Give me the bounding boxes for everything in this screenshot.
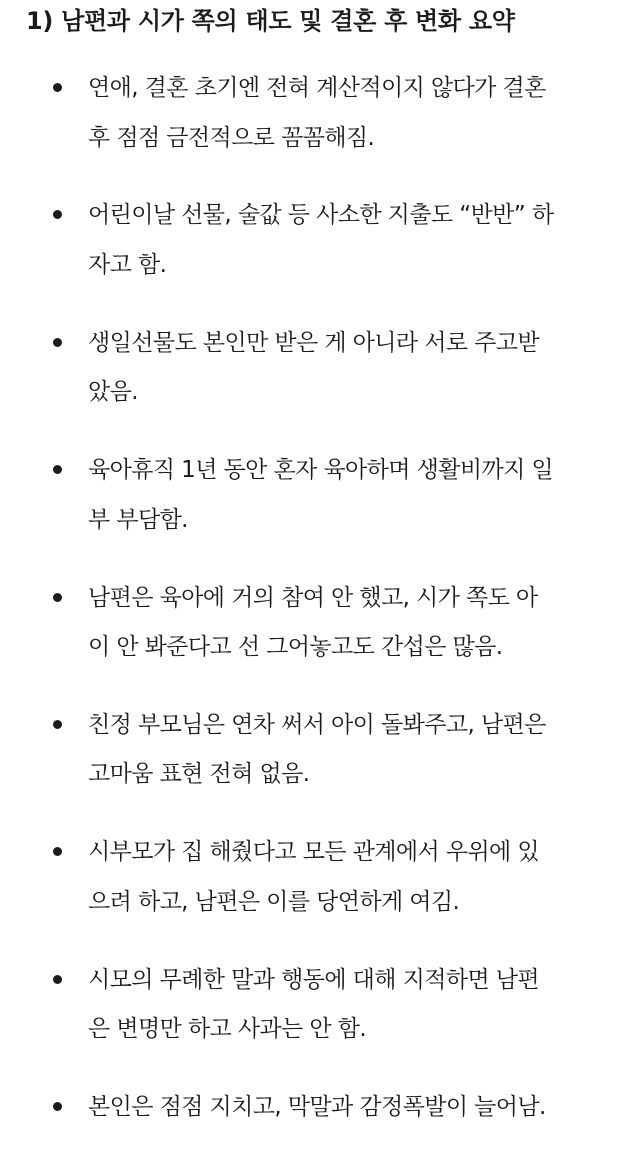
section-heading: 1) 남편과 시가 쪽의 태도 및 결혼 후 변화 요약 bbox=[26, 7, 515, 35]
list-item bbox=[0, 191, 640, 290]
list-item-text-line-2: 고마움 표현 전혀 없음. bbox=[88, 761, 310, 788]
list-item bbox=[0, 574, 640, 673]
list-item-text-line-1: 시모의 무례한 말과 행동에 대해 지적하면 남편 bbox=[88, 966, 540, 993]
list-item bbox=[0, 319, 640, 418]
list-item bbox=[0, 956, 640, 1055]
bullet-icon bbox=[53, 1102, 62, 1111]
bullet-icon bbox=[53, 847, 62, 856]
list-item-text-line-1: 친정 부모님은 연차 써서 아이 돌봐주고, 남편은 bbox=[88, 711, 546, 738]
bullet-icon bbox=[53, 210, 62, 219]
list-item-text-line-2: 이 안 봐준다고 선 그어놓고도 간섭은 많음. bbox=[88, 634, 503, 661]
bullet-icon bbox=[53, 593, 62, 602]
list-item bbox=[0, 1083, 640, 1133]
list-item-text-line-1: 생일선물도 본인만 받은 게 아니라 서로 주고받 bbox=[88, 329, 540, 356]
list-item-text-line-2: 은 변명만 하고 사과는 안 함. bbox=[88, 1016, 367, 1043]
list-item bbox=[0, 446, 640, 545]
bullet-icon bbox=[53, 338, 62, 347]
list-item-text-line-2: 았음. bbox=[88, 379, 138, 406]
list-item bbox=[0, 64, 640, 163]
bullet-icon bbox=[53, 83, 62, 92]
list-item-text-line-1: 본인은 점점 지치고, 막말과 감정폭발이 늘어남. bbox=[88, 1094, 546, 1121]
list-item-text-line-2: 으려 하고, 남편은 이를 당연하게 여김. bbox=[88, 888, 460, 915]
list-item-text-line-2: 부 부담함. bbox=[88, 506, 188, 533]
list-item-text-line-1: 어린이날 선물, 술값 등 사소한 지출도 “반반” 하 bbox=[88, 202, 554, 229]
list-item-text-line-1: 시부모가 집 해줬다고 모든 관계에서 우위에 있 bbox=[88, 839, 540, 866]
list-item-text-line-1: 남편은 육아에 거의 참여 안 했고, 시가 쪽도 아 bbox=[88, 584, 538, 611]
list-item-text-line-2: 후 점점 금전적으로 꼼꼼해짐. bbox=[88, 124, 375, 151]
list-item-text-line-1: 연애, 결혼 초기엔 전혀 계산적이지 않다가 결혼 bbox=[88, 75, 546, 101]
summary-list bbox=[0, 64, 640, 1161]
bullet-icon bbox=[53, 720, 62, 729]
list-item bbox=[0, 828, 640, 927]
list-item-text-line-2: 자고 함. bbox=[88, 251, 167, 278]
list-item-text-line-1: 육아휴직 1년 동안 혼자 육아하며 생활비까지 일 bbox=[88, 457, 554, 484]
bullet-icon bbox=[53, 465, 62, 474]
list-item bbox=[0, 701, 640, 800]
bullet-icon bbox=[53, 975, 62, 984]
